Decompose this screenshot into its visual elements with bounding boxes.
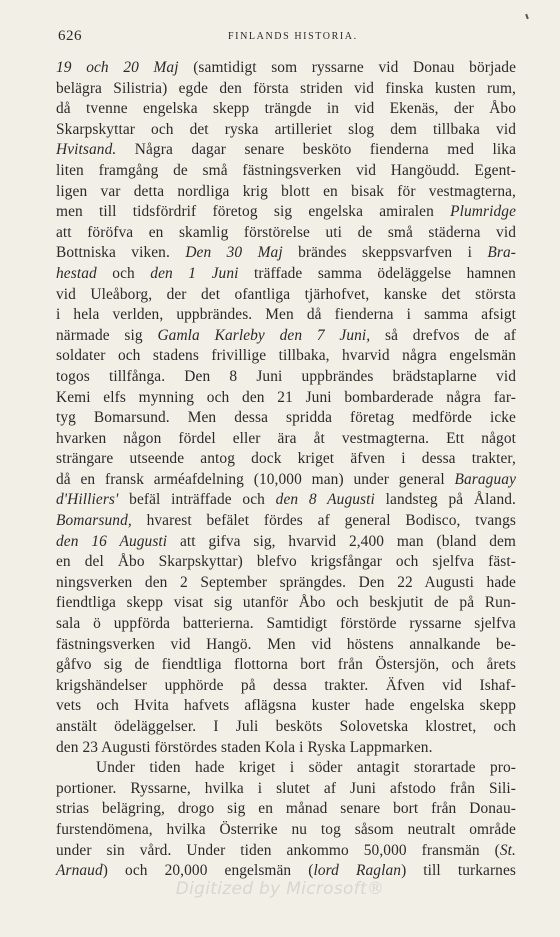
text-line [56,202,516,223]
text-line [56,182,516,203]
italic-text: Baraguay [454,470,516,488]
text-segment: fiendtliga skepp visat sig utanför Åbo och beskjutit de på Run- [56,594,516,612]
italic-text: Den 30 Maj [185,244,283,262]
text-line [56,285,516,306]
text-line [56,635,516,656]
text-line [56,799,516,820]
text-line [56,532,516,553]
text-segment: landsteg på Åland. [374,491,516,509]
text-line [56,120,516,141]
text-line [56,140,516,161]
digitization-watermark: Digitized by Microsoft® [175,879,385,899]
text-line [56,841,516,862]
text-segment: en del Åbo Skarpskyttar) blefvo krigsfångar och sjelfva fäst- [56,553,516,571]
text-line [56,738,516,759]
text-line [56,243,516,264]
text-segment: då tvenne engelska skepp trängde in vid Ekenäs, der Åbo [56,100,516,118]
text-segment: ligen var detta nordliga krig blott en bisak för vestmagterna, [56,182,516,200]
text-line [56,388,516,409]
text-line [56,305,516,326]
ink-speck [525,14,529,19]
italic-text: St. [499,841,516,859]
italic-text: Plumridge [450,203,516,221]
text-segment: strängare utseende antog dock kriget äfven i dessa trakter, [56,450,516,468]
text-line [56,429,516,450]
italic-text: Hvitsand. [56,141,117,159]
text-segment: och [96,264,151,282]
text-segment: Under tiden hade kriget i söder antagit storartade pro- [96,759,516,777]
italic-text: 19 och 20 Maj [56,59,179,76]
text-segment: befäl inträffade och [118,491,276,509]
running-head: FINLANDS HISTORIA. [228,31,358,42]
text-segment: anstält ödeläggelser. I Juli besköts Solovetska klostret, och [56,718,516,735]
text-line [56,593,516,614]
text-segment: brändes skeppsvarfven i [282,244,488,262]
text-segment: tyg Bomarsund. Men dessa spridda företag medförde icke [56,409,516,427]
text-segment: den 23 Augusti förstördes staden Kola i Ryska Lappmarken. [56,738,433,756]
text-line [56,676,516,697]
text-segment: hvarken någon fördel eller ära åt vestmagterna. Ett något [56,429,516,447]
text-segment: soldater och stadens frivillige tillbaka, hvarvid några engelsmän [56,347,516,365]
text-segment: ningsverken den 2 September sprängdes. Den 22 Augusti hade [56,573,516,591]
italic-text: den 16 Augusti [56,532,168,550]
text-line [56,346,516,367]
text-line [56,326,516,347]
text-segment: så drefvos de af [370,326,516,344]
text-segment: ) och 20,000 engelsmän ( [102,862,314,880]
text-line [56,820,516,841]
text-line [56,758,516,779]
text-segment: i hela verlden, uppbrändes. Men då fienderna i samma afsigt [56,306,516,324]
text-line [56,367,516,388]
italic-text: Gamla Karleby den 7 Juni, [157,326,371,344]
italic-text: Arnaud [56,862,103,880]
text-line [56,161,516,182]
text-segment: under sin vård. Under tiden ankommo 50,000 fransmän ( [56,841,500,859]
text-line [56,552,516,573]
text-line [56,470,516,491]
text-segment: krigshändelser upphörde på dessa trakter. Äfven vid Ishaf- [56,676,516,694]
text-segment: Några dagar senare besköto fienderna med lika [116,141,516,159]
text-line [56,717,516,738]
text-line [56,449,516,470]
text-segment: liten framgång de små fästningsverken vid Hangöudd. Egent- [56,161,516,179]
text-segment: då en fransk arméafdelning (10,000 man) under general [56,470,455,488]
text-line [56,779,516,800]
text-line [56,408,516,429]
text-segment: gåfvo sig de fiendtliga flottorna bort från Östersjön, och årets [56,656,516,674]
text-segment: togos tillfånga. Den 8 Juni uppbrändes brädstaplarne vid [56,367,516,385]
text-segment: strias belägring, drogo sig en månad senare bort från Donau- [56,800,516,818]
text-line [56,490,516,511]
text-segment: (samtidigt som ryssarne vid Donau började [178,59,517,76]
italic-text: Bomarsund, [56,512,132,530]
text-line [56,264,516,285]
text-segment: ) till turkarnes [401,862,516,880]
text-segment: furstendömena, hvilka Österrike nu tog såsom neutralt område [56,820,516,838]
text-line [56,573,516,594]
text-line [56,79,516,100]
text-segment: att föröfva en skamlig förstörelse uti de små städerna vid [56,223,516,241]
text-line [56,58,516,79]
text-line [56,511,516,532]
italic-text: lord Raglan [313,862,402,880]
text-line [56,655,516,676]
italic-text: Bra- [487,244,516,262]
text-segment: fästningsverken vid Hangö. Men vid höstens annalkande be- [56,635,516,653]
text-segment: Kemi elfs mynning och den 21 Juni bombarderade några far- [56,388,516,406]
page-number: 626 [58,28,82,44]
italic-text: den 8 Augusti [275,491,375,509]
text-segment: hvarest befälet fördes af general Bodisco, tvangs [131,512,516,530]
text-segment: men till tidsfördrif företog sig engelska amiralen [56,203,451,221]
italic-text: hestad [56,264,97,282]
text-segment: belägra Silistria) egde den första striden vid finska kusten rum, [56,79,516,97]
text-segment: Skarpskyttar och det ryska artilleriet slog dem tillbaka vid [56,120,516,138]
italic-text: d'Hilliers' [56,491,119,509]
text-segment: vid Uleåborg, der det ofantliga tjärhofvet, kanske det största [56,285,516,303]
text-segment: att gifva sig, hvarvid 2,400 man (bland dem [167,532,517,550]
text-segment: Bottniska viken. [56,244,186,262]
text-segment: träffade samma ödeläggelse hamnen [238,264,516,282]
text-segment: närmade sig [56,326,158,344]
text-line [56,223,516,244]
text-line [56,99,516,120]
text-line [56,696,516,717]
body-text [56,58,516,882]
text-segment: vets och Hvita hafvets aflägsna kuster hade engelska skepp [56,697,516,715]
text-segment: sala ö uppförda batterierna. Samtidigt förstörde ryssarne sjelfva [56,615,516,633]
text-segment: portioner. Ryssarne, hvilka i slutet af Juni afstodo från Sili- [56,779,516,797]
page-header [58,28,530,48]
text-line [56,614,516,635]
italic-text: den 1 Juni [150,264,239,282]
